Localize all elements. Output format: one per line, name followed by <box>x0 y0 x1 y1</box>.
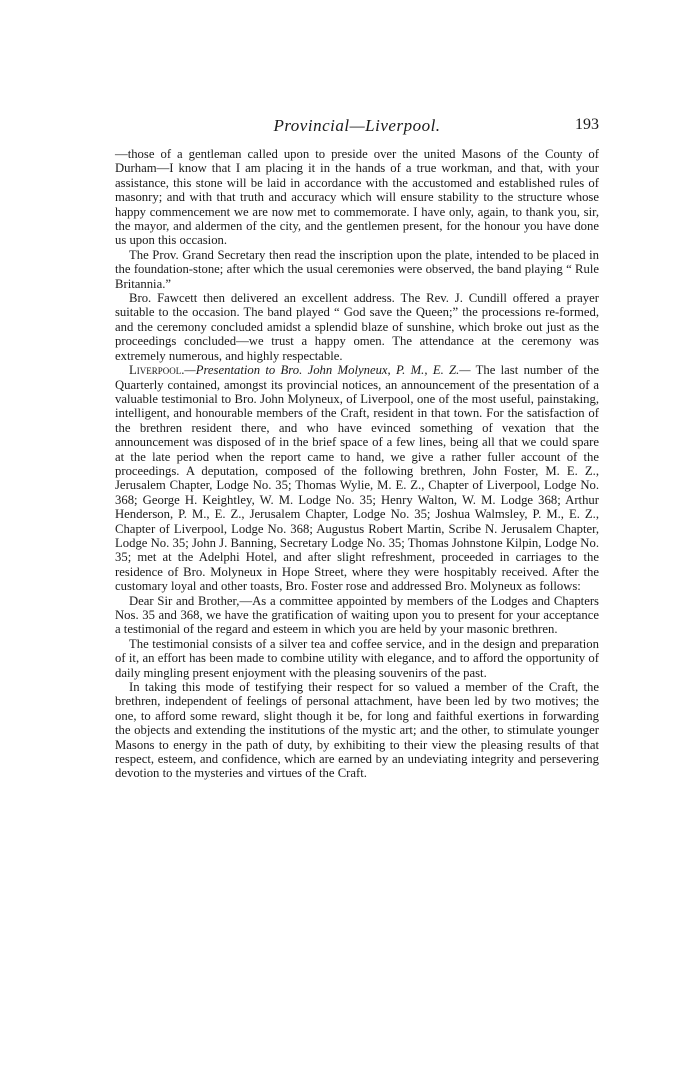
paragraph-motives: In taking this mode of testifying their respect for so valued a member of the Craft, the brethren, independent of feelings of personal attachment, have been led by two motives; the one, to afford some reward, slight though it be, for long and faithful exertions in forwarding the objects and extending the institutions of the mystic art; and the other, to stimulate younger Masons to energy in the path of duty, by exhibiting to their view the pleasing results of that respect, esteem, and confidence, which are earned by an undeviating integrity and persevering devotion to the mysteries and virtues of the Craft. <box>115 680 599 781</box>
paragraph-durham-address: —those of a gentleman called upon to preside over the united Masons of the County of Durham—I know that I am placing it in the hands of a true workman, and that, with your assistance, this stone will be laid in accordance with the accustomed and established rules of masonry; and with that truth and accuracy which will ensure stability to the structure whose happy commencement we are now met to commemorate. I have only, again, to thank you, sir, the mayor, and aldermen of the city, and the gentlemen present, for the honour you have done us upon this occasion. <box>115 147 599 248</box>
section-heading-presentation: —Presentation to Bro. John Molyneux, P. M., E. Z.— <box>184 363 471 378</box>
paragraph-inscription: The Prov. Grand Secretary then read the inscription upon the plate, intended to be placed in the foundation-stone; after which the usual ceremonies were observed, the band playing “ Rule Britannia.” <box>115 247 599 291</box>
paragraph-ceremony-conclusion: Bro. Fawcett then delivered an excellent address. The Rev. J. Cundill offered a prayer suitable to the occasion. The band played “ God save the Queen;” the processions re-formed, and the ceremony concluded amidst a splendid blaze of sunshine, which broke out just as the proceedings concluded—we trust a happy omen. The attendance at the ceremony was extremely numerous, and highly respectable. <box>115 291 599 363</box>
paragraph-dear-sir: Dear Sir and Brother,—As a committee appointed by members of the Lodges and Chapters Nos. 35 and 368, we have the gratification of waiting upon you to present for your acceptance a testimonial of the regard and esteem in which you are held by your masonic brethren. <box>115 593 599 637</box>
page-header <box>115 116 599 138</box>
paragraph-liverpool-presentation <box>115 363 599 594</box>
running-title: Provincial—Liverpool. <box>273 116 441 135</box>
page-number: 193 <box>575 116 599 133</box>
body-text <box>115 147 599 781</box>
paragraph-testimonial: The testimonial consists of a silver tea and coffee service, and in the design and preparation of it, an effort has been made to combine utility with elegance, and to afford the opportunity of daily mingling present enjoyment with the pleasing souvenirs of the past. <box>115 636 599 680</box>
section-lead-liverpool: Liverpool. <box>129 363 185 378</box>
paragraph-liverpool-body: The last number of the Quarterly contained, amongst its provincial notices, an announcement of the presentation of a valuable testimonial to Bro. John Molyneux, of Liverpool, one of the most useful, painstaking, intelligent, and honourable members of the Craft, resident in that town. For the satisfaction of the brethren resident there, and who have evinced something of vexation that the announcement was disposed of in the brief space of a few lines, being all that we could spare at the late period when the report came to hand, we give a rather fuller account of the proceedings. A deputation, composed of the following brethren, John Foster, M. E. Z., Jerusalem Chapter, Lodge No. 35; Thomas Wylie, M. E. Z., Chapter of Liverpool, Lodge No. 368; George H. Keightley, W. M. Lodge No. 35; Henry Walton, W. M. Lodge 368; Arthur Henderson, P. M., E. Z., Jerusalem Chapter, Lodge No. 35; Joshua Walmsley, P. M., E. Z., Chapter of Liverpool, Lodge No. 368; Augustus Robert Martin, Scribe N. Jerusalem Chapter, Lodge No. 35; John J. Banning, Secretary Lodge No. 35; Thomas Johnstone Kilpin, Lodge No. 35; met at the Adelphi Hotel, and after slight refreshment, proceeded in carriages to the residence of Bro. Molyneux in Hope Street, where they were hospitably received. After the customary loyal and other toasts, Bro. Foster rose and addressed Bro. Molyneux as follows: <box>115 363 599 594</box>
